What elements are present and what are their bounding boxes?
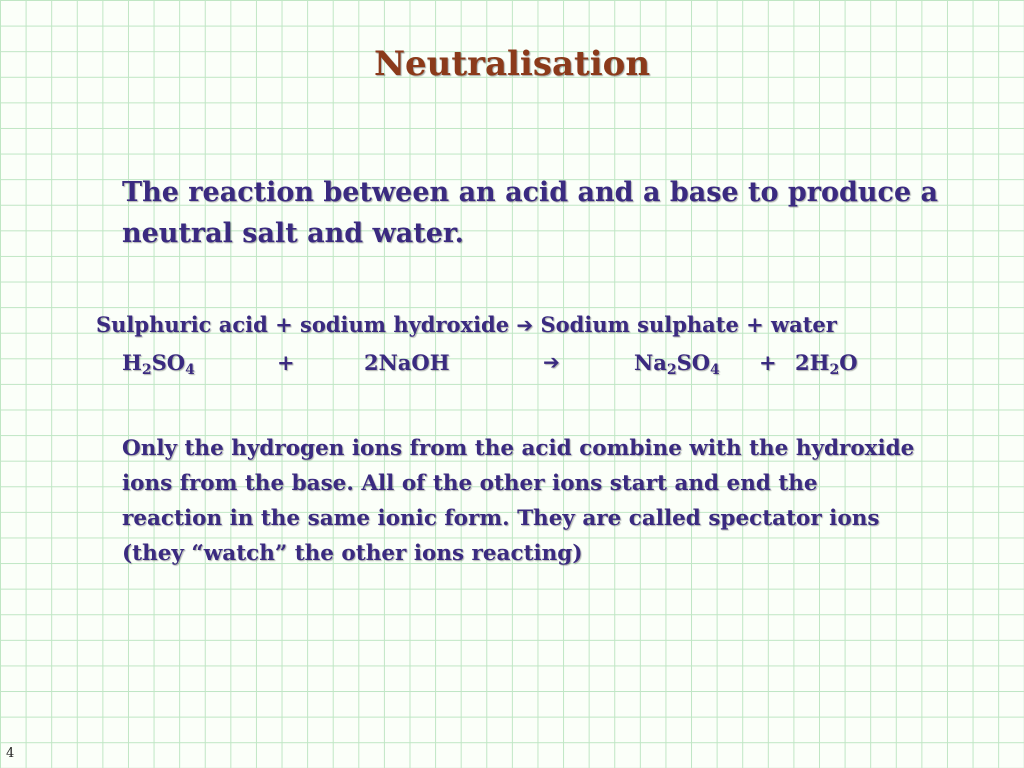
product-2-subscript-1: 2 <box>829 362 840 378</box>
slide-title: Neutralisation <box>373 44 651 84</box>
product-2-part-1: 2H <box>795 350 830 375</box>
product-1-subscript-2: 4 <box>710 362 720 378</box>
reactant-1-subscript-2: 4 <box>185 362 195 378</box>
reactant-1-subscript-1: 2 <box>141 362 152 378</box>
product-2-part-2: O <box>839 350 858 375</box>
plus-sign-2: + <box>759 350 777 375</box>
reactant-1-part-1: H <box>122 350 142 375</box>
reactant-1-part-2: SO <box>151 350 186 375</box>
page-number: 4 <box>6 746 15 761</box>
reactant-sodium-hydroxide: 2NaOH <box>364 350 450 375</box>
reactant-sulphuric-acid <box>122 350 195 378</box>
product-water <box>795 350 858 378</box>
word-equation-lhs: Sulphuric acid + sodium hydroxide <box>96 312 510 337</box>
arrow-right-icon: ➔ <box>516 313 534 337</box>
explanation-text: Only the hydrogen ions from the acid combine with the hydroxide ions from the base. All of the other ions start and end the reaction in the same ionic form. They are called spectator ions (they “watch” the other ions reacting) <box>122 436 915 566</box>
product-1-part-1: Na <box>634 350 667 375</box>
product-sodium-sulphate <box>634 350 720 378</box>
product-1-part-2: SO <box>676 350 711 375</box>
word-equation <box>96 309 996 341</box>
symbol-equation <box>0 350 900 384</box>
definition-text: The reaction between an acid and a base to produce a neutral salt and water. <box>122 177 939 249</box>
word-equation-rhs: Sodium sulphate + water <box>540 312 837 337</box>
product-1-subscript-1: 2 <box>666 362 677 378</box>
plus-sign-1: + <box>277 350 295 375</box>
arrow-right-icon: ➔ <box>543 350 560 374</box>
